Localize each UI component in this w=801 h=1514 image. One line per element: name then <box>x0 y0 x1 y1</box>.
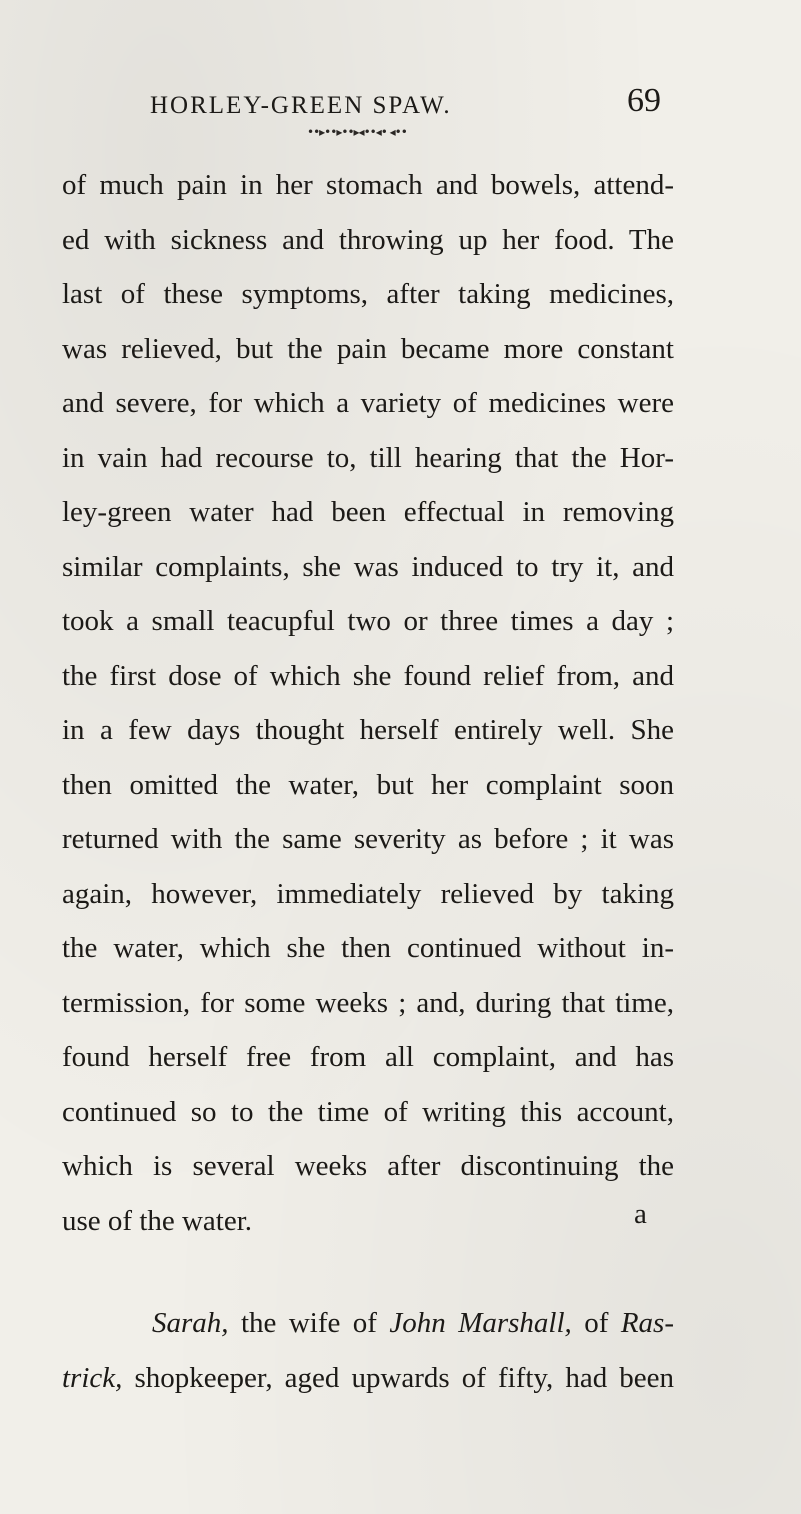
text-line: ed with sickness and throwing up her food. The <box>62 223 674 256</box>
case-text: shopkeeper, aged upwards of fifty, had been <box>122 1361 674 1394</box>
text-line: and severe, for which a variety of medicines were <box>62 387 674 419</box>
text-line: the first dose of which she found relief from, and <box>62 659 674 692</box>
case-place: Ras- <box>620 1307 674 1339</box>
text-line: returned with the same severity as before ; it was <box>62 823 674 855</box>
text-line: was relieved, but the pain became more constant <box>62 332 674 365</box>
text-line: in a few days thought herself entirely well. She <box>62 714 674 746</box>
running-head: HORLEY-GREEN SPAW. <box>150 92 452 119</box>
text-line: took a small teacupful two or three times a day ; <box>62 605 674 637</box>
text-line: found herself free from all complaint, and has <box>62 1041 674 1073</box>
text-line: which is several weeks after discontinuing the <box>62 1150 674 1182</box>
case-text: the wife of <box>228 1307 390 1339</box>
text-line: continued so to the time of writing this account, <box>62 1095 674 1128</box>
case-text: of <box>571 1307 621 1339</box>
text-line: in vain had recourse to, till hearing that the Hor- <box>62 441 674 474</box>
case-place: trick, <box>62 1361 123 1394</box>
text-line: the water, which she then continued without in- <box>62 932 674 964</box>
catchword: a <box>634 1198 647 1230</box>
page-number: 69 <box>627 82 661 119</box>
header-ornament: ••▸••▸••▸◂••◂• ◂•• <box>307 125 407 139</box>
case-line-1 <box>62 1296 674 1351</box>
paragraph-gap <box>62 1248 674 1296</box>
text-line: use of the water. <box>62 1204 253 1237</box>
case-name: Sarah, <box>152 1307 229 1339</box>
text-line: of much pain in her stomach and bowels, attend- <box>62 169 674 201</box>
text-line: similar complaints, she was induced to try it, and <box>62 550 674 583</box>
text-line: termission, for some weeks ; and, during that time, <box>62 986 674 1019</box>
text-line: ley-green water had been effectual in removing <box>62 496 674 528</box>
text-line: again, however, immediately relieved by taking <box>62 877 674 910</box>
text-line: then omitted the water, but her complaint soon <box>62 768 674 801</box>
case-husband: John Marshall, <box>389 1307 572 1339</box>
text-line: last of these symptoms, after taking medicines, <box>62 278 674 310</box>
case-line-2 <box>62 1351 674 1406</box>
body-text <box>62 158 674 1405</box>
